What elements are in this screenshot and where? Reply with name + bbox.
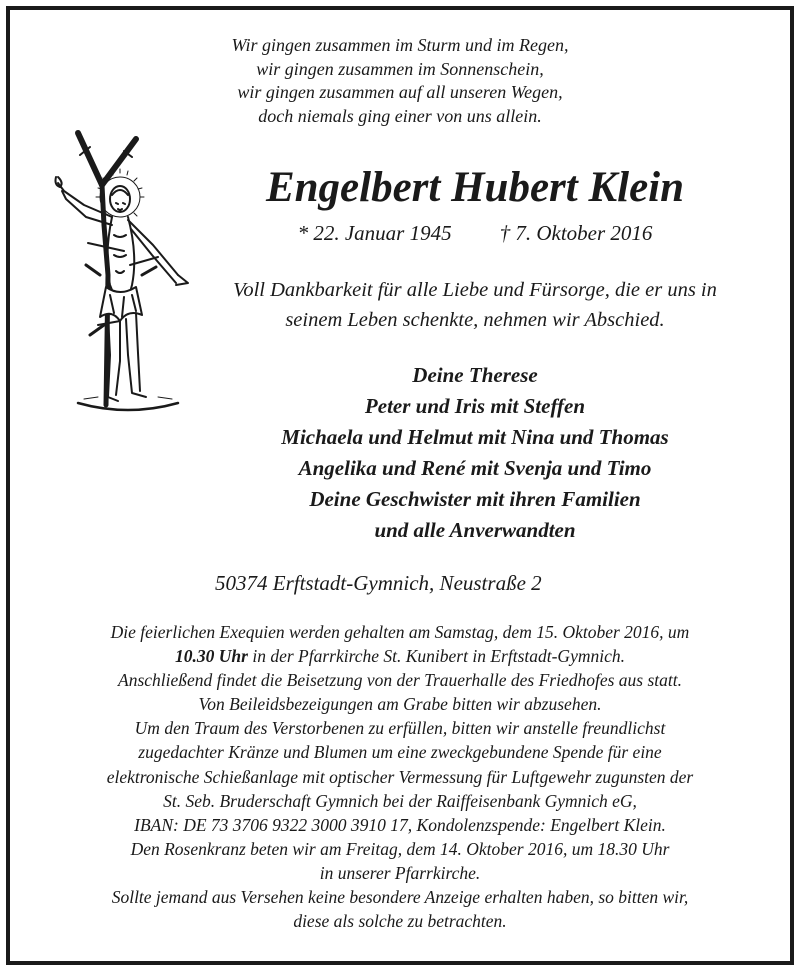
details-line: IBAN: DE 73 3706 9322 3000 3910 17, Kondolenzspende: Engelbert Klein. bbox=[134, 814, 666, 835]
details-line bbox=[20, 644, 780, 668]
thanks-line: Voll Dankbarkeit für alle Liebe und Fürsorge, die er uns in bbox=[233, 279, 717, 301]
details-line: Anschließend findet die Beisetzung von der Trauerhalle des Friedhofes aus statt. bbox=[118, 670, 682, 691]
mourner: und alle Anverwandten bbox=[374, 518, 576, 542]
poem-line: Wir gingen zusammen im Sturm und im Regen, bbox=[231, 35, 569, 55]
details-line: elektronische Schießanlage mit optischer Vermessung für Luftgewehr zugunsten der bbox=[106, 766, 694, 787]
funeral-details bbox=[20, 620, 780, 933]
life-dates bbox=[190, 218, 760, 248]
death-date: † 7. Oktober 2016 bbox=[499, 221, 653, 245]
details-line: in unserer Pfarrkirche. bbox=[319, 862, 481, 883]
details-line: Um den Traum des Verstorbenen zu erfüllen, bitten wir anstelle freundlichst bbox=[134, 718, 666, 739]
details-line-rest: in der Pfarrkirche St. Kunibert in Erftstadt-Gymnich. bbox=[247, 646, 625, 667]
details-line: St. Seb. Bruderschaft Gymnich bei der Raiffeisenbank Gymnich eG, bbox=[163, 790, 637, 811]
mourner: Michaela und Helmut mit Nina und Thomas bbox=[281, 425, 669, 449]
mourners-list bbox=[190, 360, 760, 546]
mourner: Angelika und René mit Svenja und Timo bbox=[298, 456, 652, 480]
details-line: Sollte jemand aus Versehen keine besondere Anzeige erhalten haben, so bitten wir, bbox=[111, 887, 689, 908]
thanks-line: seinem Leben schenkte, nehmen wir Abschied. bbox=[285, 309, 665, 331]
mourner: Deine Geschwister mit ihren Familien bbox=[309, 487, 641, 511]
deceased-name: Engelbert Hubert Klein bbox=[265, 164, 685, 211]
poem-line: wir gingen zusammen im Sonnenschein, bbox=[256, 58, 544, 79]
poem-line: doch niemals ging einer von uns allein. bbox=[258, 105, 542, 126]
details-line: Den Rosenkranz beten wir am Freitag, dem 14. Oktober 2016, um 18.30 Uhr bbox=[130, 838, 670, 859]
mourner: Deine Therese bbox=[412, 363, 538, 387]
address: 50374 Erftstadt-Gymnich, Neustraße 2 bbox=[215, 571, 542, 595]
details-line: Die feierlichen Exequien werden gehalten am Samstag, dem 15. Oktober 2016, um bbox=[110, 622, 690, 642]
thanks-text bbox=[190, 275, 760, 335]
poem bbox=[150, 34, 650, 128]
poem-line: wir gingen zusammen auf all unseren Wegen, bbox=[237, 82, 563, 102]
service-time: 10.30 Uhr bbox=[175, 646, 248, 667]
birth-date: * 22. Januar 1945 bbox=[297, 221, 452, 245]
saint-sebastian-figure-icon bbox=[28, 125, 193, 415]
details-line: zugedachter Kränze und Blumen um eine zweckgebundene Spende für eine bbox=[138, 742, 662, 763]
details-line: Von Beileidsbezeigungen am Grabe bitten wir abzusehen. bbox=[198, 694, 602, 715]
details-line: diese als solche zu betrachten. bbox=[293, 911, 507, 932]
mourner: Peter und Iris mit Steffen bbox=[364, 394, 586, 418]
